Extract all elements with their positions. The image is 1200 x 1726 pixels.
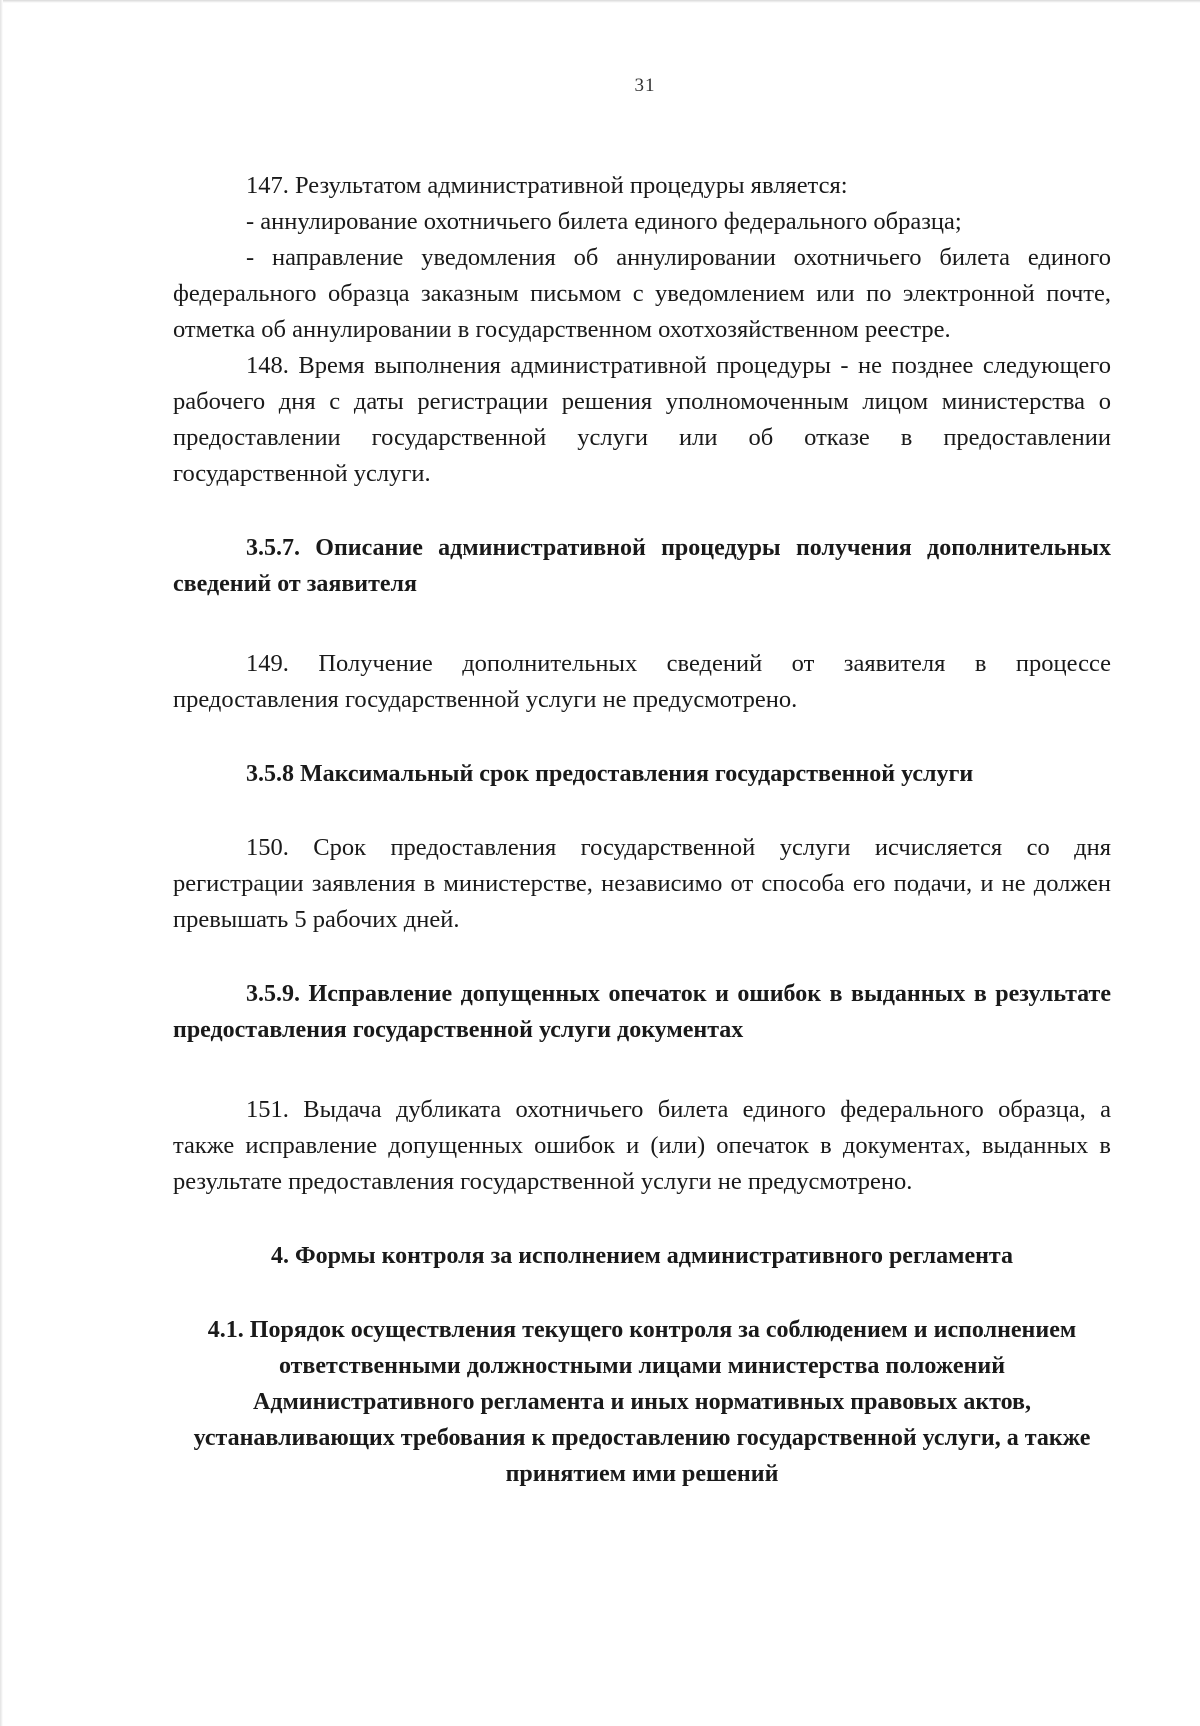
paragraph-147-item-1: - аннулирование охотничьего билета единого федерального образца; bbox=[246, 208, 962, 235]
page-number: 31 bbox=[634, 75, 656, 96]
heading-4-1: 4.1. Порядок осуществления текущего контроля за соблюдением и исполнением ответственными должностными лицами министерства положений Административного регламента и иных нормативных правовых актов, устанавливающих требования к предоставлению государственной услуги, а также принятием ими решений bbox=[193, 1317, 1091, 1487]
paragraph-148: 148. Время выполнения административной процедуры - не позднее следующего рабочего дня с даты регистрации решения уполномоченным лицом министерства о предоставлении государственной услуги или об отказе в предоставлении государственной услуги. bbox=[173, 352, 1111, 487]
paragraph-151: 151. Выдача дубликата охотничьего билета единого федерального образца, а также исправление допущенных ошибок и (или) опечаток в документах, выданных в результате предоставления государственной услуги не предусмотрено. bbox=[173, 1096, 1111, 1195]
paragraph-150: 150. Срок предоставления государственной услуги исчисляется со дня регистрации заявления в министерстве, независимо от способа его подачи, и не должен превышать 5 рабочих дней. bbox=[173, 834, 1111, 933]
scan-edge bbox=[0, 0, 3, 1726]
scan-edge bbox=[0, 0, 1200, 3]
paragraph-147-item-2: - направление уведомления об аннулировании охотничьего билета единого федерального образца заказным письмом с уведомлением или по электронной почте, отметка об аннулировании в государственном охотхозяйственном реестре. bbox=[173, 244, 1111, 343]
heading-3-5-8: 3.5.8 Максимальный срок предоставления государственной услуги bbox=[246, 761, 974, 787]
heading-4: 4. Формы контроля за исполнением административного регламента bbox=[270, 1243, 1014, 1269]
heading-3-5-7: 3.5.7. Описание административной процедуры получения дополнительных сведений от заявителя bbox=[173, 535, 1111, 597]
heading-3-5-9: 3.5.9. Исправление допущенных опечаток и ошибок в выданных в результате предоставления государственной услуги документах bbox=[173, 981, 1111, 1043]
paragraph-147-intro: 147. Результатом административной процедуры является: bbox=[246, 172, 848, 199]
document-body bbox=[173, 168, 1111, 1492]
paragraph-149: 149. Получение дополнительных сведений от заявителя в процессе предоставления государственной услуги не предусмотрено. bbox=[173, 650, 1111, 713]
